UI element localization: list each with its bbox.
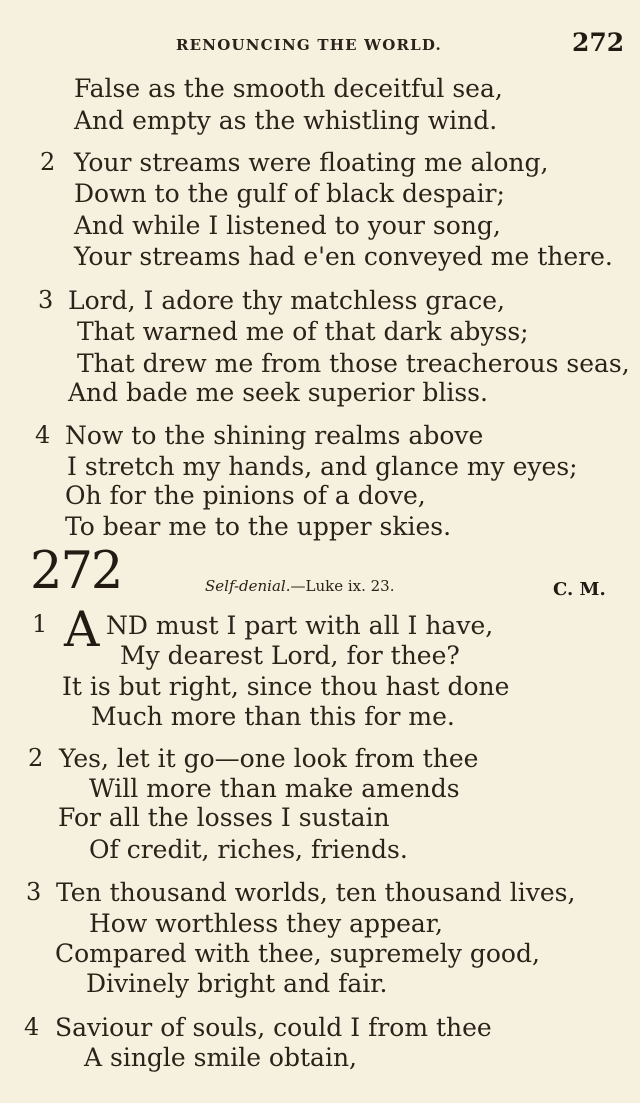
stanza-line: That warned me of that dark abyss; — [77, 317, 529, 346]
stanza-line: A single smile obtain, — [84, 1043, 357, 1072]
stanza-line: How worthless they appear, — [89, 909, 443, 938]
stanza-line: Much more than this for me. — [91, 702, 455, 731]
stanza-line: And while I listened to your song, — [74, 211, 501, 240]
stanza-number: 3 — [38, 286, 54, 314]
page-number: 272 — [572, 28, 625, 57]
stanza-line: Compared with thee, supremely good, — [55, 939, 540, 968]
stanza-line: It is but right, since thou hast done — [62, 672, 510, 701]
stanza-line: To bear me to the upper skies. — [65, 512, 452, 541]
stanza-line: My dearest Lord, for thee? — [120, 641, 460, 670]
stanza-line: Oh for the pinions of a dove, — [65, 481, 426, 510]
stanza-line: Ten thousand worlds, ten thousand lives, — [56, 878, 576, 907]
continued-line-1: False as the smooth deceitful sea, — [74, 74, 503, 103]
scripture-reference: —Luke ix. 23. — [290, 577, 395, 595]
hymn-meter: C. M. — [553, 579, 606, 600]
running-title: RENOUNCING THE WORLD. — [176, 36, 442, 54]
stanza-line: That drew me from those treacherous seas, — [77, 349, 630, 378]
drop-cap: A — [64, 601, 100, 658]
stanza-number: 1 — [32, 610, 48, 638]
stanza-line: ND must I part with all I have, — [106, 611, 494, 640]
stanza-line: For all the losses I sustain — [58, 803, 390, 832]
hymn-title: Self-denial. — [205, 577, 291, 595]
stanza-number: 2 — [28, 744, 44, 772]
stanza-line: Of credit, riches, friends. — [89, 835, 408, 864]
stanza-line: Your streams had e'en conveyed me there. — [74, 242, 613, 271]
hymn-title-line — [205, 576, 395, 596]
continued-line-2: And empty as the whistling wind. — [74, 106, 498, 135]
stanza-line: Divinely bright and fair. — [86, 969, 388, 998]
stanza-line: I stretch my hands, and glance my eyes; — [67, 452, 578, 481]
hymn-number: 272 — [30, 542, 122, 601]
stanza-line: Yes, let it go—one look from thee — [59, 744, 479, 773]
stanza-line: Saviour of souls, could I from thee — [55, 1013, 492, 1042]
stanza-line: Down to the gulf of black despair; — [74, 179, 505, 208]
stanza-number: 4 — [24, 1013, 40, 1041]
stanza-line: Will more than make amends — [89, 774, 460, 803]
stanza-line: Now to the shining realms above — [65, 421, 484, 450]
stanza-number: 4 — [35, 421, 51, 449]
stanza-line: Lord, I adore thy matchless grace, — [68, 286, 505, 315]
stanza-line: And bade me seek superior bliss. — [68, 378, 488, 407]
stanza-number: 3 — [26, 878, 42, 906]
stanza-number: 2 — [40, 148, 56, 176]
stanza-line: Your streams were floating me along, — [74, 148, 549, 177]
